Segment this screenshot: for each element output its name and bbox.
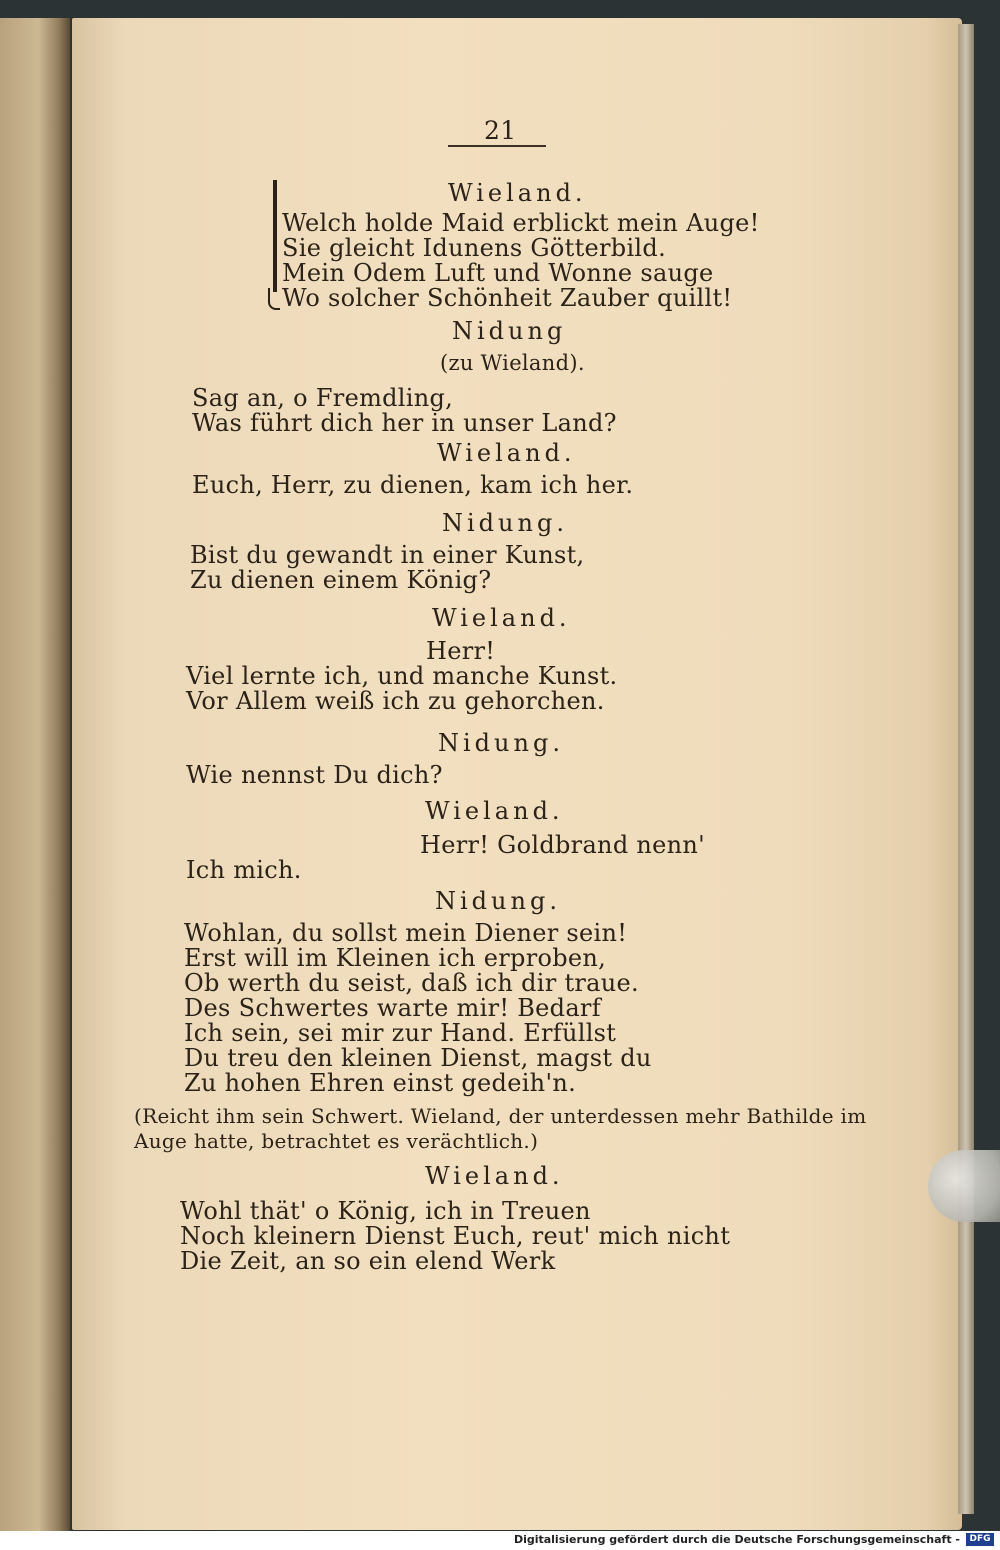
verse-line: Du treu den kleinen Dienst, magst du — [184, 1044, 652, 1072]
stage-direction: (Reicht ihm sein Schwert. Wieland, der unterdessen mehr Bathilde im — [134, 1104, 867, 1128]
speaker-heading: Wieland. — [425, 797, 564, 825]
verse-line: Sie gleicht Idunens Götterbild. — [282, 234, 666, 262]
verse-line: Ob werth du seist, daß ich dir traue. — [184, 969, 639, 997]
stage-direction: (zu Wieland). — [440, 351, 585, 375]
verse-line: Mein Odem Luft und Wonne sauge — [282, 259, 714, 287]
verse-line: Ich mich. — [186, 856, 302, 884]
verse-line: Was führt dich her in unser Land? — [192, 409, 617, 437]
speaker-heading: Wieland. — [437, 439, 576, 467]
verse-line: Wo solcher Schönheit Zauber quillt! — [282, 284, 733, 312]
verse-line: Herr! — [426, 637, 496, 665]
verse-line: Zu dienen einem König? — [190, 566, 492, 594]
verse-line: Bist du gewandt in einer Kunst, — [190, 541, 585, 569]
scan-clip-tab — [928, 1150, 1000, 1222]
speaker-heading: Nidung. — [435, 887, 561, 915]
page-number-rule — [448, 145, 546, 147]
speaker-heading: Wieland. — [432, 604, 571, 632]
verse-line: Zu hohen Ehren einst gedeih'n. — [184, 1069, 577, 1097]
page-number: 21 — [484, 116, 517, 145]
verse-line: Noch kleinern Dienst Euch, reut' mich nicht — [180, 1222, 731, 1250]
dfg-logo[interactable]: DFG — [966, 1533, 994, 1546]
verse-line: Welch holde Maid erblickt mein Auge! — [282, 209, 760, 237]
page-stack-edge — [958, 24, 974, 1514]
digitization-credit: Digitalisierung gefördert durch die Deutsche Forschungsgemeinschaft - — [513, 1533, 960, 1546]
speaker-heading: Nidung. — [442, 509, 568, 537]
speaker-heading: Nidung — [452, 317, 567, 345]
verse-line: Wohlan, du sollst mein Diener sein! — [184, 919, 628, 947]
verse-line: Sag an, o Fremdling, — [192, 384, 454, 412]
verse-line: Des Schwertes warte mir! Bedarf — [184, 994, 601, 1022]
verse-line: Die Zeit, an so ein elend Werk — [180, 1247, 556, 1275]
verse-line: Wie nennst Du dich? — [186, 761, 443, 789]
stage-direction: Auge hatte, betrachtet es verächtlich.) — [134, 1129, 539, 1153]
verse-line: Herr! Goldbrand nenn' — [420, 831, 706, 859]
speaker-heading: Nidung. — [438, 729, 564, 757]
margin-bracket-hook — [268, 288, 280, 310]
speaker-heading: Wieland. — [448, 179, 587, 207]
margin-bracket — [273, 180, 277, 292]
verse-line: Vor Allem weiß ich zu gehorchen. — [186, 687, 605, 715]
verse-line: Erst will im Kleinen ich erproben, — [184, 944, 607, 972]
verse-line: Wohl thät' o König, ich in Treuen — [180, 1197, 591, 1225]
speaker-heading: Wieland. — [425, 1162, 564, 1190]
verse-line: Ich sein, sei mir zur Hand. Erfüllst — [184, 1019, 617, 1047]
verse-line: Euch, Herr, zu dienen, kam ich her. — [192, 471, 634, 499]
previous-page-edge — [0, 18, 70, 1538]
verse-line: Viel lernte ich, und manche Kunst. — [186, 662, 618, 690]
